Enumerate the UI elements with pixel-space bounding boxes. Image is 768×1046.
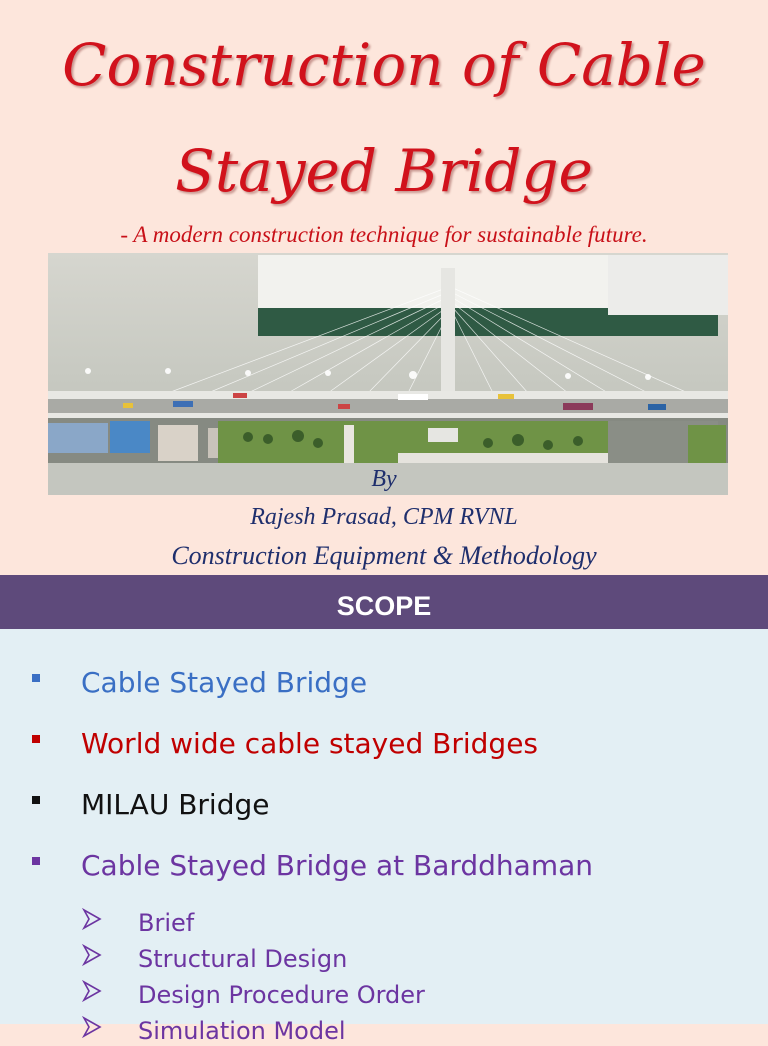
sub-item-brief xyxy=(0,908,768,938)
bullet-label: Cable Stayed Bridge xyxy=(81,666,368,699)
sub-item-label: Brief xyxy=(138,909,195,937)
sub-item-simulation-model xyxy=(0,1016,768,1046)
arrow-bullet-icon xyxy=(82,944,102,966)
sub-item-design-procedure xyxy=(0,980,768,1010)
sub-item-label: Simulation Model xyxy=(138,1017,346,1045)
arrow-bullet-icon xyxy=(82,980,102,1002)
arrow-bullet-icon xyxy=(82,1016,102,1038)
bullet-label: World wide cable stayed Bridges xyxy=(81,727,539,760)
subtitle: - A modern construction technique for sustainable future. xyxy=(120,222,648,247)
scope-bullet-barddhaman xyxy=(0,848,768,884)
scope-bullet-cable-stayed-bridge xyxy=(0,665,768,701)
sub-item-label: Structural Design xyxy=(138,945,348,973)
sub-item-label: Design Procedure Order xyxy=(138,981,425,1009)
scope-bullet-world-wide xyxy=(0,726,768,762)
bullet-label: Cable Stayed Bridge at Barddhaman xyxy=(81,849,593,882)
title-line-1: Construction of Cable xyxy=(62,31,706,99)
department: Construction Equipment & Methodology xyxy=(171,541,597,570)
sub-item-structural-design xyxy=(0,944,768,974)
scope-bullet-milau xyxy=(0,787,768,823)
arrow-bullet-icon xyxy=(82,908,102,930)
bridge-model-photo xyxy=(48,253,728,495)
bullet-marker-icon xyxy=(32,735,40,743)
bullet-marker-icon xyxy=(32,796,40,804)
bullet-marker-icon xyxy=(32,857,40,865)
bullet-label: MILAU Bridge xyxy=(81,788,270,821)
title-line-2: Stayed Bridge xyxy=(175,137,593,205)
scope-slide xyxy=(0,575,768,1045)
byline-by: By xyxy=(371,466,397,492)
bullet-marker-icon xyxy=(32,674,40,682)
scope-header: SCOPE xyxy=(0,575,768,629)
author-name: Rajesh Prasad, CPM RVNL xyxy=(250,504,518,530)
